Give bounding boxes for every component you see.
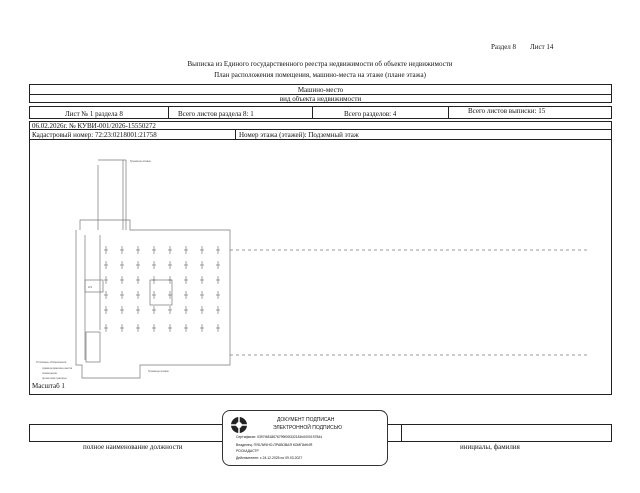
object-type-value: Машино-место [297, 87, 344, 94]
name-label: инициалы, фамилия [460, 443, 520, 451]
e-signature-stamp [222, 410, 388, 466]
object-type-caption: вид объекта недвижимости [279, 96, 362, 103]
record-cadastral-row [29, 130, 612, 140]
svg-text:Граница этажа: Граница этажа [130, 159, 151, 163]
section-label: Раздел 8 [491, 43, 517, 51]
svg-text:Граница этажа: Граница этажа [148, 369, 169, 373]
doc-subtitle: План расположения помещения, машино-места на этаже (плане этажа) [214, 71, 426, 79]
object-type-box [29, 84, 612, 103]
floor-number: Номер этажа (этажей): Подземный этаж [239, 132, 359, 139]
svg-text:Условные обозначения: Условные обозначения [36, 360, 67, 364]
record-date-number: 06.02.2026г. № КУВИ-001/2026-15550272 [32, 123, 156, 130]
floor-plan-drawing [30, 140, 613, 395]
cadastral-number: Кадастровый номер: 72:23:0218001:21758 [32, 132, 157, 139]
stamp-line1: ДОКУМЕНТ ПОДПИСАН [277, 417, 335, 423]
svg-text:2/1: 2/1 [88, 285, 93, 289]
stamp-valid: Действителен: с 24.12.2025 по 09.03.2027 [236, 456, 303, 460]
doc-title: Выписка из Единого государственного реестра недвижимости об объекте недвижимости [187, 60, 453, 68]
scale-label: Масштаб 1 [32, 383, 65, 390]
floor-plan-frame [29, 140, 612, 395]
stamp-line2: ЭЛЕКТРОННОЙ ПОДПИСЬЮ [273, 425, 343, 431]
sheets-row [29, 106, 612, 119]
stamp-owner: Владелец: ПУБЛИЧНО-ПРАВОВАЯ КОМПАНИЯ [236, 443, 313, 447]
record-date-row [29, 121, 612, 130]
svg-text:помещение: помещение [42, 371, 58, 375]
stamp-owner2: РОСКАДАСТР [236, 449, 259, 453]
svg-text:граница машино-места: граница машино-места [42, 366, 73, 370]
emblem-icon [229, 415, 249, 435]
sheets-in-section: Всего листов раздела 8: 1 [178, 111, 254, 118]
sheet-label: Лист 14 [530, 43, 554, 51]
sheets-total: Всего листов выписки: 15 [468, 108, 546, 115]
svg-text:проектная граница: проектная граница [42, 376, 67, 380]
sections-total: Всего разделов: 4 [344, 111, 397, 118]
sheet-number: Лист № 1 раздела 8 [65, 111, 123, 118]
stamp-cert: Сертификат: 0397f4818676799f00f332181b0000197844 [236, 435, 323, 439]
position-label: полное наименование должности [83, 443, 183, 451]
